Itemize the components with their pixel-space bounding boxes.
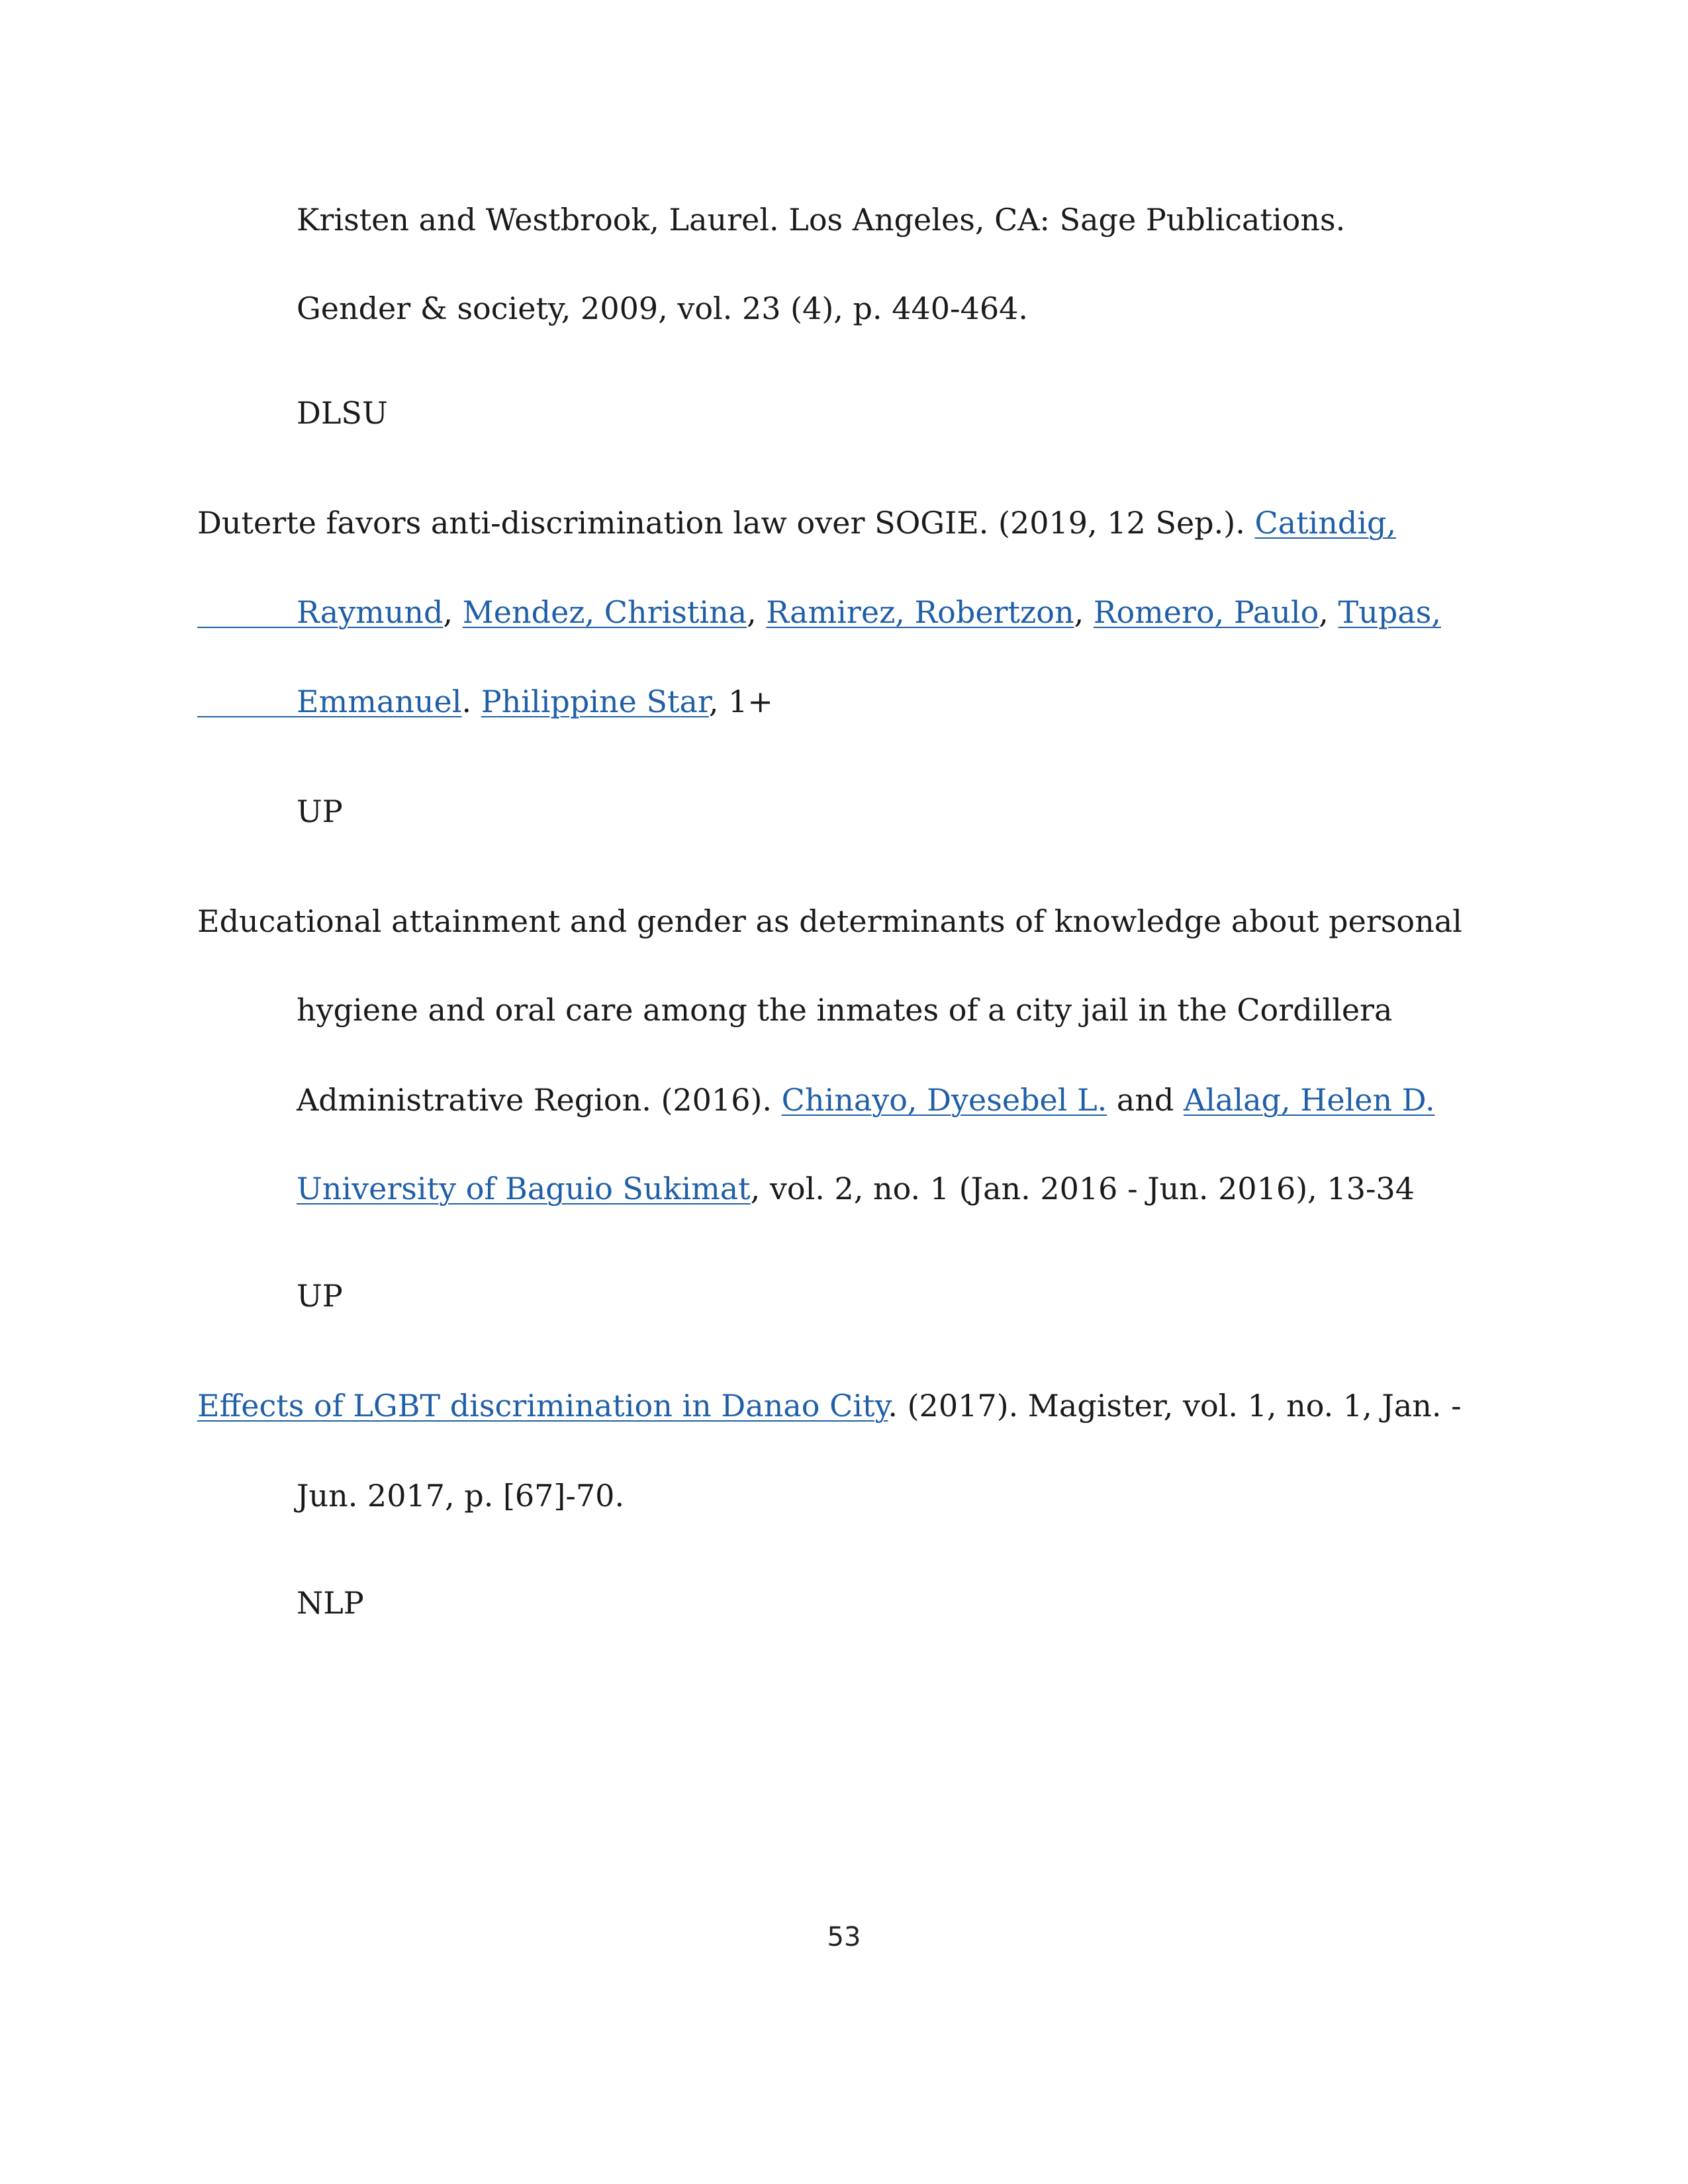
entry3-and: and [1107, 1082, 1184, 1118]
entry2-sep3: , [1074, 594, 1094, 630]
entry2-source-link[interactable]: Philippine Star [481, 684, 709, 719]
entry3-author2-link[interactable]: Alalag, Helen D. [1184, 1082, 1435, 1118]
entry3-author1-link[interactable]: Chinayo, Dyesebel L. [781, 1082, 1107, 1118]
entry2-period: . [461, 684, 481, 719]
entry3-line4 [297, 1169, 1415, 1208]
entry2-author2-link[interactable]: Mendez, Christina [462, 594, 747, 630]
entry4-line1-suffix: . (2017). Magister, vol. 1, no. 1, Jan. - [888, 1388, 1462, 1424]
entry3-journal-link[interactable]: University of Baguio Sukimat [297, 1171, 751, 1206]
entry2-sep2: , [747, 594, 767, 630]
entry2-library: UP [297, 794, 343, 829]
entry2-author1-link[interactable]: Catindig, [1254, 505, 1397, 541]
entry1-library: DLSU [297, 395, 388, 431]
entry2-sep1: , [443, 594, 463, 630]
entry1-line2: Gender & society, 2009, vol. 23 (4), p. 440-464. [297, 291, 1029, 326]
entry4-line1 [197, 1386, 1462, 1426]
entry3-line2: hygiene and oral care among the inmates of a city jail in the Cordillera [297, 992, 1393, 1028]
entry2-line2 [297, 592, 1441, 632]
entry2-source-suffix: , 1+ [708, 684, 773, 719]
entry2-author1-link-cont[interactable]: Raymund [297, 594, 444, 630]
entry2-tab-underline-2 [197, 716, 297, 717]
page-number: 53 [827, 1922, 861, 1952]
entry2-tab-underline-1 [197, 627, 297, 628]
entry3-line3-text: Administrative Region. (2016). [297, 1082, 782, 1118]
entry3-journal-suffix: , vol. 2, no. 1 (Jan. 2016 - Jun. 2016), 13-34 [750, 1171, 1415, 1206]
entry2-line3 [297, 682, 773, 721]
entry3-line1: Educational attainment and gender as determinants of knowledge about personal [197, 903, 1462, 939]
entry2-line1 [197, 503, 1396, 543]
entry2-title: Duterte favors anti-discrimination law over SOGIE. (2019, 12 Sep.). [197, 505, 1255, 541]
entry2-author4-link[interactable]: Romero, Paulo [1093, 594, 1319, 630]
entry2-author3-link[interactable]: Ramirez, Robertzon [766, 594, 1074, 630]
entry4-line2: Jun. 2017, p. [67]-70. [297, 1478, 625, 1514]
entry3-line3 [297, 1080, 1435, 1120]
entry4-library: NLP [297, 1585, 364, 1621]
entry2-sep4: , [1319, 594, 1338, 630]
entry4-title-link[interactable]: Effects of LGBT discrimination in Danao City [197, 1388, 888, 1424]
entry2-author5-link[interactable]: Tupas, [1338, 594, 1441, 630]
entry3-library: UP [297, 1278, 343, 1314]
entry1-line1: Kristen and Westbrook, Laurel. Los Angeles, CA: Sage Publications. [297, 202, 1346, 238]
entry2-author5-link-cont[interactable]: Emmanuel [297, 684, 462, 719]
